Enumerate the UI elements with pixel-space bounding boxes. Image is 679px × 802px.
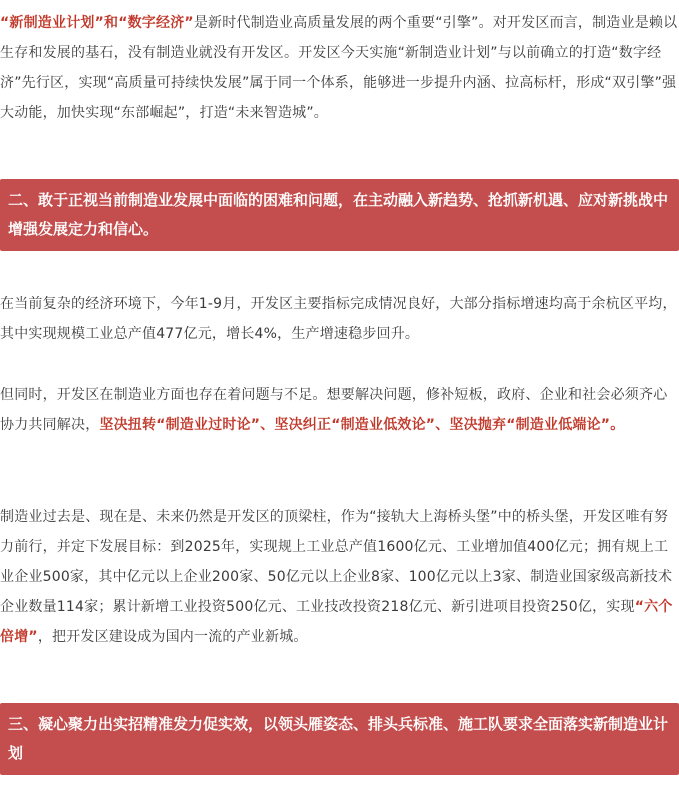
intro-paragraph	[0, 8, 679, 128]
section-three-title: 三、凝心聚力出实招精准发力促实效，以领头雁姿态、排头兵标准、施工队要求全面落实新制造业计划	[8, 715, 669, 762]
goals-text-end: ，把开发区建设成为国内一流的产业新城。	[37, 629, 308, 645]
problems-paragraph	[0, 380, 679, 440]
problems-text: 但同时，开发区在制造业方面也存在着问题与不足。想要解决问题，修补短板，政府、企业和社会必须齐心协力共同解决，	[0, 387, 668, 433]
intro-emphasis: “新制造业计划”和“数字经济”	[0, 15, 194, 31]
goals-emphasis: “六个倍增”	[0, 599, 673, 645]
economy-paragraph	[0, 289, 679, 349]
problems-emphasis: 坚决扭转“制造业过时论”、坚决纠正“制造业低效论”、坚决抛弃“制造业低端论”。	[99, 417, 625, 433]
section-two-title: 二、敢于正视当前制造业发展中面临的困难和问题，在主动融入新趋势、抢抓新机遇、应对新挑战中增强发展定力和信心。	[8, 191, 669, 238]
goals-text: 制造业过去是、现在是、未来仍然是开发区的顶梁柱，作为“接轨大上海桥头堡”中的桥头堡，开发区唯有努力前行，并定下发展目标：到2025年，实现规上工业总产值1600亿元、工业增加值400亿元；拥有规上工业企业500家，其中亿元以上企业200家、50亿元以上企业8家、100亿元以上3家、制造业国家级高新技术企业数量114家；累计新增工业投资500亿元、工业技改投资218亿元、新引进项目投资250亿，实现	[0, 509, 673, 615]
intro-text: 是新时代制造业高质量发展的两个重要“引擎”。对开发区而言，制造业是赖以生存和发展的基石，没有制造业就没有开发区。开发区今天实施“新制造业计划”与以前确立的打造“数字经济”先行区，实现“高质量可持续快发展”属于同一个体系，能够进一步提升内涵、拉高标杆，形成“双引擎”强大动能，加快实现“东部崛起”，打造“未来智造城”。	[0, 15, 678, 121]
section-three-banner	[0, 703, 679, 775]
economy-text: 在当前复杂的经济环境下，今年1-9月，开发区主要指标完成情况良好，大部分指标增速均高于余杭区平均，其中实现规模工业总产值477亿元，增长4%，生产增速稳步回升。	[0, 296, 677, 342]
section-two-banner	[0, 179, 679, 251]
goals-paragraph	[0, 502, 679, 652]
